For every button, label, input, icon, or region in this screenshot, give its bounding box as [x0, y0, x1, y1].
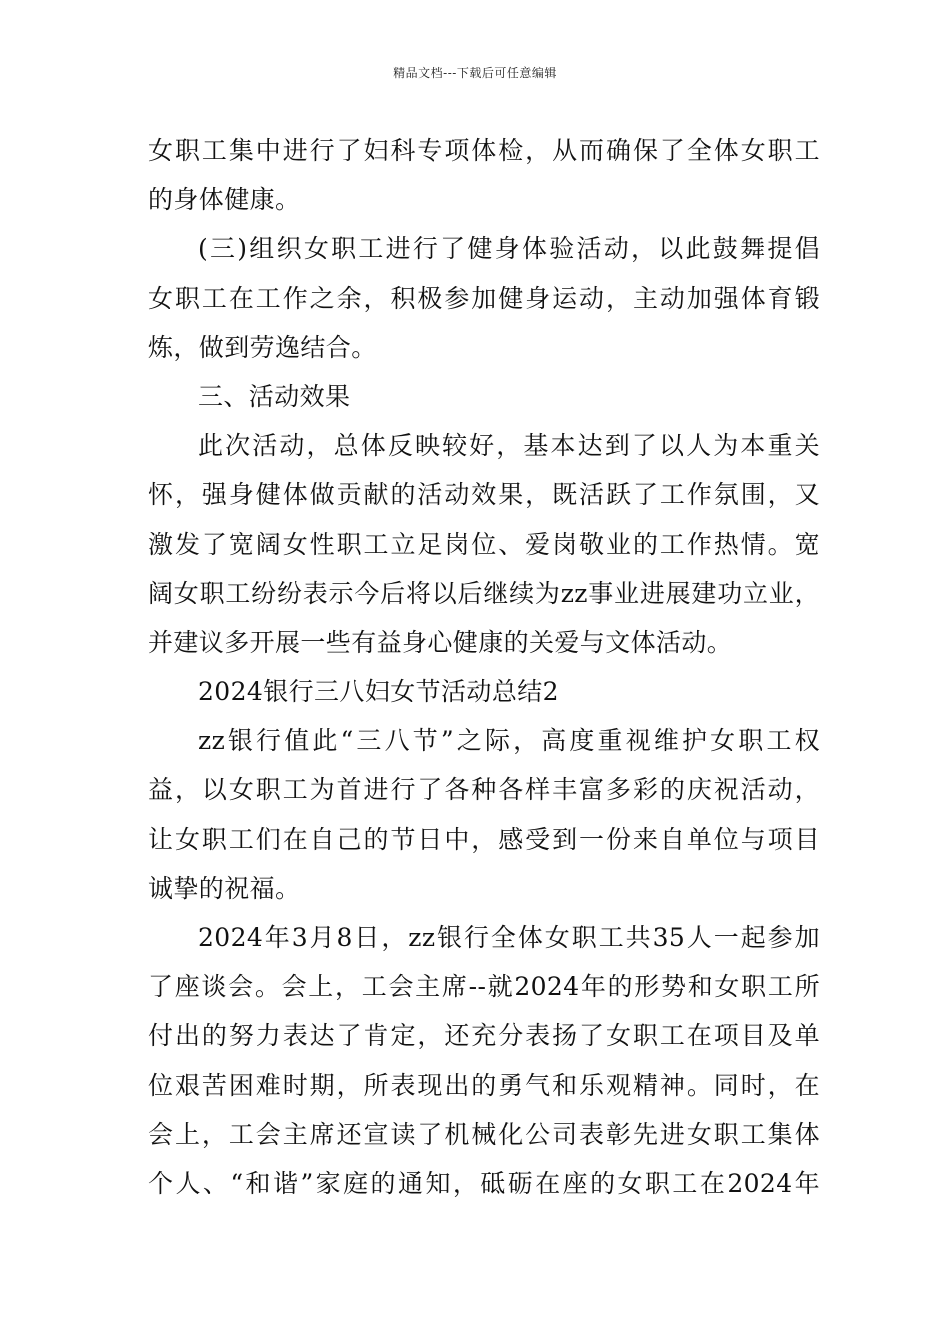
text-line: 让女职工们在自己的节日中，感受到一份来自单位与项目: [148, 824, 820, 854]
text-line: 阔女职工纷纷表示今后将以后继续为zz事业进展建功立业，: [148, 578, 820, 608]
text-line: 的身体健康。: [148, 185, 301, 215]
text-line: 个人、“和谐”家庭的通知，砥砺在座的女职工在2024年: [148, 1168, 820, 1198]
text-line: 了座谈会。会上，工会主席--就2024年的形势和女职工所: [148, 972, 820, 1002]
text-line: 女职工集中进行了妇科专项体检，从而确保了全体女职工: [148, 136, 820, 165]
text-line: 怀，强身健体做贡献的活动效果，既活跃了工作氛围，又: [148, 480, 820, 510]
text-line: 此次活动，总体反映较好，基本达到了以人为本重关: [198, 431, 820, 461]
text-line: 炼，做到劳逸结合。: [148, 332, 377, 362]
text-line: zz银行值此“三八节”之际，高度重视维护女职工权: [198, 726, 820, 756]
text-line: 2024年3月8日，zz银行全体女职工共35人一起参加: [198, 923, 820, 952]
page-header: 精品文档---下载后可任意编辑: [393, 66, 557, 80]
text-line: 并建议多开展一些有益身心健康的关爱与文体活动。: [148, 627, 733, 657]
text-line: (三)组织女职工进行了健身体验活动，以此鼓舞提倡: [198, 234, 820, 264]
text-line: 位艰苦困难时期，所表现出的勇气和乐观精神。同时，在: [148, 1070, 820, 1100]
text-line: 会上，工会主席还宣读了机械化公司表彰先进女职工集体: [148, 1119, 820, 1149]
text-line: 诚挚的祝福。: [148, 873, 301, 903]
section-heading: 三、活动效果: [198, 381, 351, 411]
text-line: 付出的努力表达了肯定，还充分表扬了女职工在项目及单: [148, 1021, 820, 1051]
document-body: [148, 126, 820, 1208]
text-line: 益，以女职工为首进行了各种各样丰富多彩的庆祝活动，: [148, 775, 820, 805]
section-title: 2024银行三八妇女节活动总结2: [198, 677, 559, 707]
text-line: 激发了宽阔女性职工立足岗位、爱岗敬业的工作热情。宽: [148, 529, 820, 559]
text-line: 女职工在工作之余，积极参加健身运动，主动加强体育锻: [148, 283, 820, 313]
